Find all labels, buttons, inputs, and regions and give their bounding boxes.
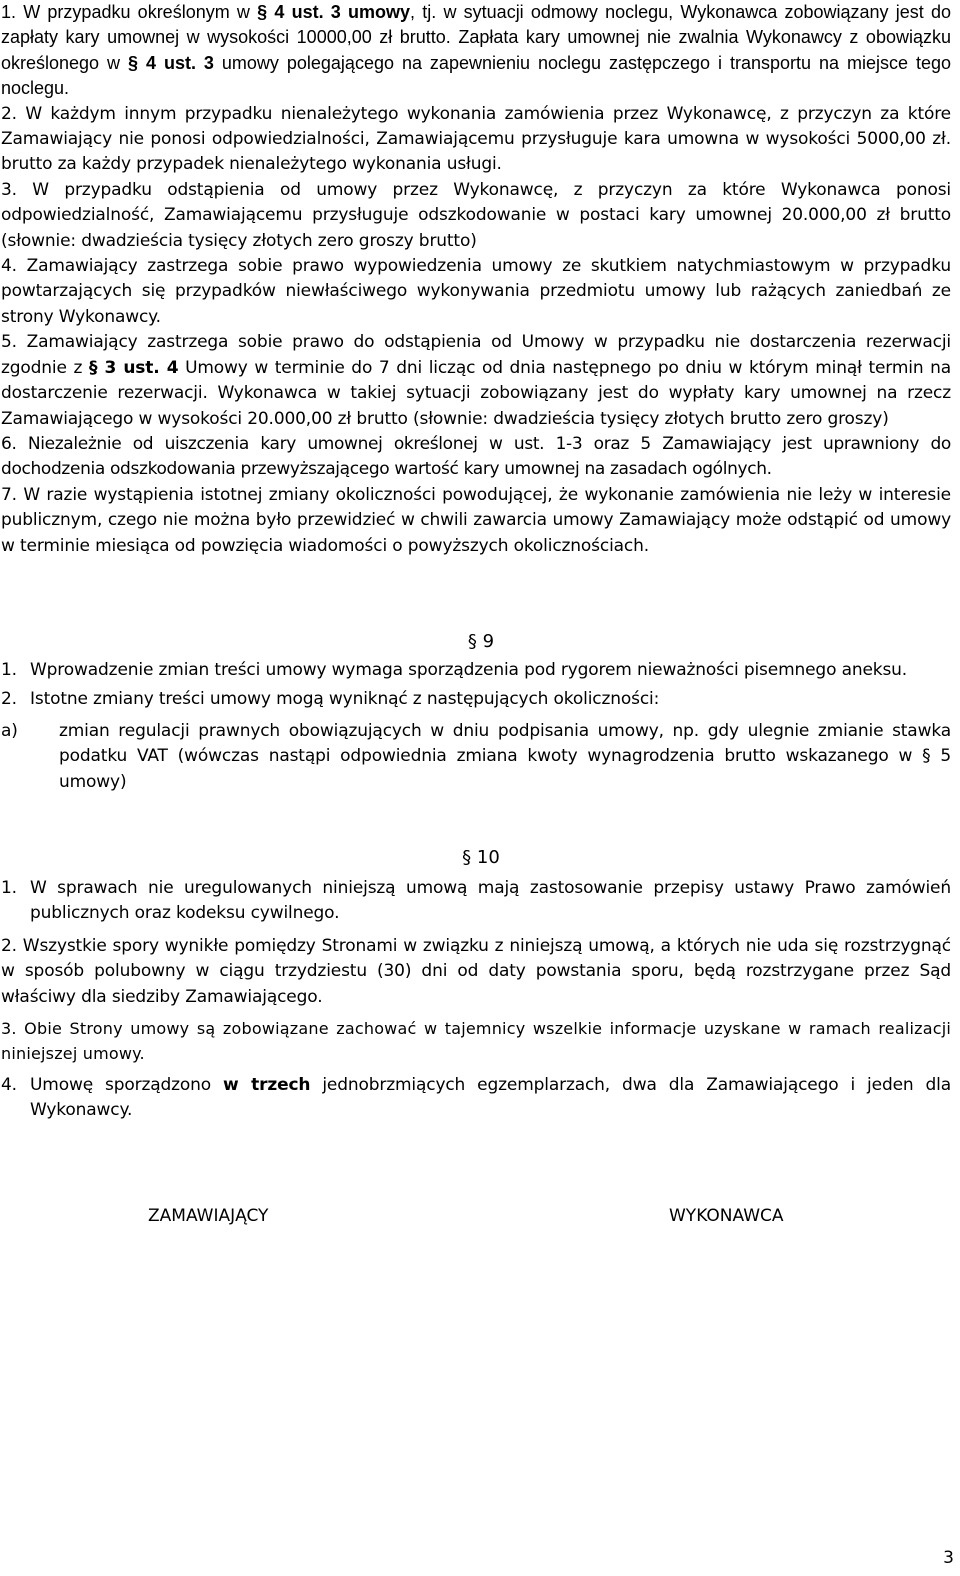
paragraph-2: 2. W każdym innym przypadku nienależytego wykonania zamówienia przez Wykonawcę, z przyczyn za które Zamawiający nie ponosi odpowiedzialności, Zamawiającemu przysługuje kara umowna w wysokości 5000,00 zł. brutto za każdy przypadek nienależytego wykonania usługi. [1, 103, 951, 175]
section-9-item-1-text: Wprowadzenie zmian treści umowy wymaga sporządzenia pod rygorem nieważności pisemnego aneksu. [30, 659, 908, 680]
section-10-item-4-number: 4. [1, 1074, 17, 1095]
section-9-item-2 [1, 687, 951, 712]
paragraph-1-reference-b: § 4 ust. 3 [128, 52, 214, 73]
signature-label-contracting-party: ZAMAWIAJĄCY [148, 1206, 269, 1226]
paragraph-1 [1, 0, 951, 102]
section-10-heading: § 10 [462, 846, 500, 868]
section-10-item-1 [1, 876, 951, 927]
paragraph-5-reference: § 3 ust. 4 [88, 357, 179, 378]
paragraph-1-text-a: 1. W przypadku określonym w [1, 2, 258, 22]
paragraph-5-text-a: 5. Zamawiający zastrzega sobie prawo do odstąpienia od Umowy w przypadku nie dostarczenia rezerwacji zgodnie z [1, 332, 951, 378]
paragraph-7: 7. W razie wystąpienia istotnej zmiany okoliczności powodującej, że wykonanie zamówienia nie leży w interesie publicznym, czego nie można było przewidzieć w chwili zawarcia umowy Zamawiający może odstąpić od umowy w terminie miesiąca od powzięcia wiadomości o powyższych okolicznościach. [1, 484, 951, 556]
signature-block [0, 1206, 960, 1232]
section-9-item-2-number: 2. [1, 689, 17, 710]
section-10-item-2: 2. Wszystkie spory wynikłe pomiędzy Stronami w związku z niniejszą umową, a których nie uda się rozstrzygnąć w sposób polubowny w ciągu trzydziestu (30) dni od daty powstania sporu, będą rozstrzygane przez Sąd właściwy dla siedziby Zamawiającego. [1, 935, 951, 1007]
page-number: 3 [943, 1548, 954, 1568]
section-10-item-1-text: W sprawach nie uregulowanych niniejszą umową mają zastosowanie przepisy ustawy Prawo zamówień publicznych oraz kodeksu cywilnego. [30, 877, 951, 924]
paragraph-3: 3. W przypadku odstąpienia od umowy przez Wykonawcę, z przyczyn za które Wykonawca ponosi odpowiedzialność, Zamawiającemu przysługuje odszkodowanie w postaci kary umownej 20.000,00 zł brutto (słownie: dwadzieścia tysięcy złotych zero groszy brutto) [1, 179, 951, 251]
section-10-item-4-text-a: Umowę sporządzono [30, 1074, 224, 1095]
section-10-item-4-text-b: jednobrzmiących egzemplarzach, dwa dla Zamawiającego i jeden dla Wykonawcy. [30, 1074, 952, 1121]
paragraph-6: 6. Niezależnie od uiszczenia kary umownej określonej w ust. 1-3 oraz 5 Zamawiający jest uprawniony do dochodzenia odszkodowania przewyższającego wartość kary umownej na zasadach ogólnych. [1, 433, 951, 480]
section-9-item-1 [1, 658, 951, 683]
section-9-item-1-number: 1. [1, 659, 17, 680]
paragraph-5 [1, 330, 951, 432]
section-10-item-4-text [30, 1073, 951, 1124]
paragraph-1-text-c: umowy polegającego na zapewnieniu noclegu zastępczego i transportu na miejsce tego noclegu. [1, 52, 951, 99]
section-10-item-4 [1, 1073, 951, 1124]
section-9-heading: § 9 [467, 630, 495, 652]
section-10-item-4-emphasis: w trzech [223, 1074, 311, 1095]
document-body [1, 0, 951, 1124]
paragraph-4: 4. Zamawiający zastrzega sobie prawo wypowiedzenia umowy ze skutkiem natychmiastowym w przypadku powtarzających się przypadków niewłaściwego wykonywania przedmiotu umowy lub rażących zaniedbań ze strony Wykonawcy. [1, 256, 951, 327]
paragraph-1-text-b: , tj. w sytuacji odmowy noclegu, Wykonawca zobowiązany jest do zapłaty kary umownej w wysokości 10000,00 zł brutto. Zapłata kary umownej nie zwalnia Wykonawcy z obowiązku określonego w [1, 2, 951, 73]
paragraph-1-reference-a: § 4 ust. 3 umowy [257, 2, 411, 22]
section-10-item-3: 3. Obie Strony umowy są zobowiązane zachować w tajemnicy wszelkie informacje uzyskane w ramach realizacji niniejszej umowy. [1, 1019, 951, 1064]
section-9-item-2a-letter: a) [1, 720, 18, 741]
paragraph-5-text-b: Umowy w terminie do 7 dni licząc od dnia następnego po dniu w którym minął termin na dostarczenie rezerwacji. Wykonawca w takiej sytuacji zobowiązany jest do wypłaty kary umownej na rzecz Zamawiającego w wysokości 20.000,00 zł brutto (słownie: dwadzieścia tysięcy złotych brutto zero groszy) [1, 357, 952, 429]
section-9-item-2a [1, 719, 951, 795]
section-9-item-2a-text: zmian regulacji prawnych obowiązujących w dniu podpisania umowy, np. gdy ulegnie zmianie stawka podatku VAT (wówczas nastąpi odpowiednia zmiana kwoty wynagrodzenia brutto wskazanego w § 5 umowy) [59, 720, 951, 792]
signature-label-contractor: WYKONAWCA [669, 1206, 784, 1226]
section-10-item-1-number: 1. [1, 877, 17, 898]
section-9-item-2-text: Istotne zmiany treści umowy mogą wyniknąć z następujących okoliczności: [30, 689, 660, 710]
